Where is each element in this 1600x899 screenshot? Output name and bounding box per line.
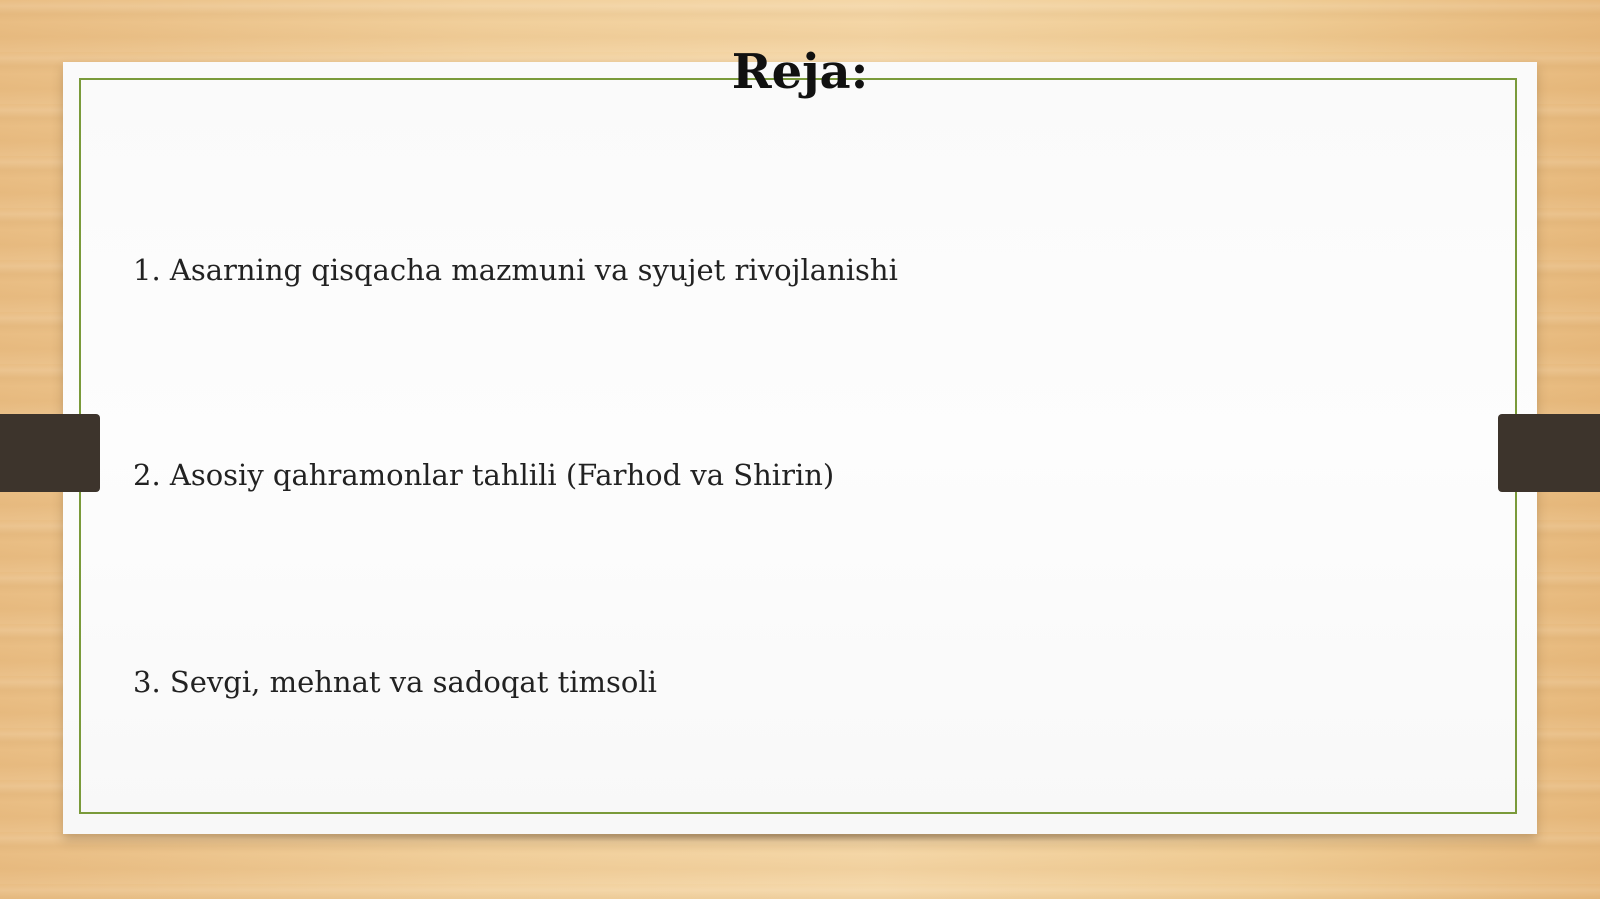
right-dark-tab — [1498, 414, 1600, 492]
slide-paper — [63, 62, 1537, 834]
plan-item-3: 3. Sevgi, mehnat va sadoqat timsoli — [133, 665, 657, 699]
plan-item-2: 2. Asosiy qahramonlar tahlili (Farhod va Shirin) — [133, 458, 835, 492]
green-frame-border — [79, 78, 1517, 814]
plan-item-1: 1. Asarning qisqacha mazmuni va syujet rivojlanishi — [133, 253, 898, 287]
left-dark-tab — [0, 414, 100, 492]
slide-title — [0, 40, 1600, 104]
slide-title-text: Reja: — [731, 44, 869, 100]
